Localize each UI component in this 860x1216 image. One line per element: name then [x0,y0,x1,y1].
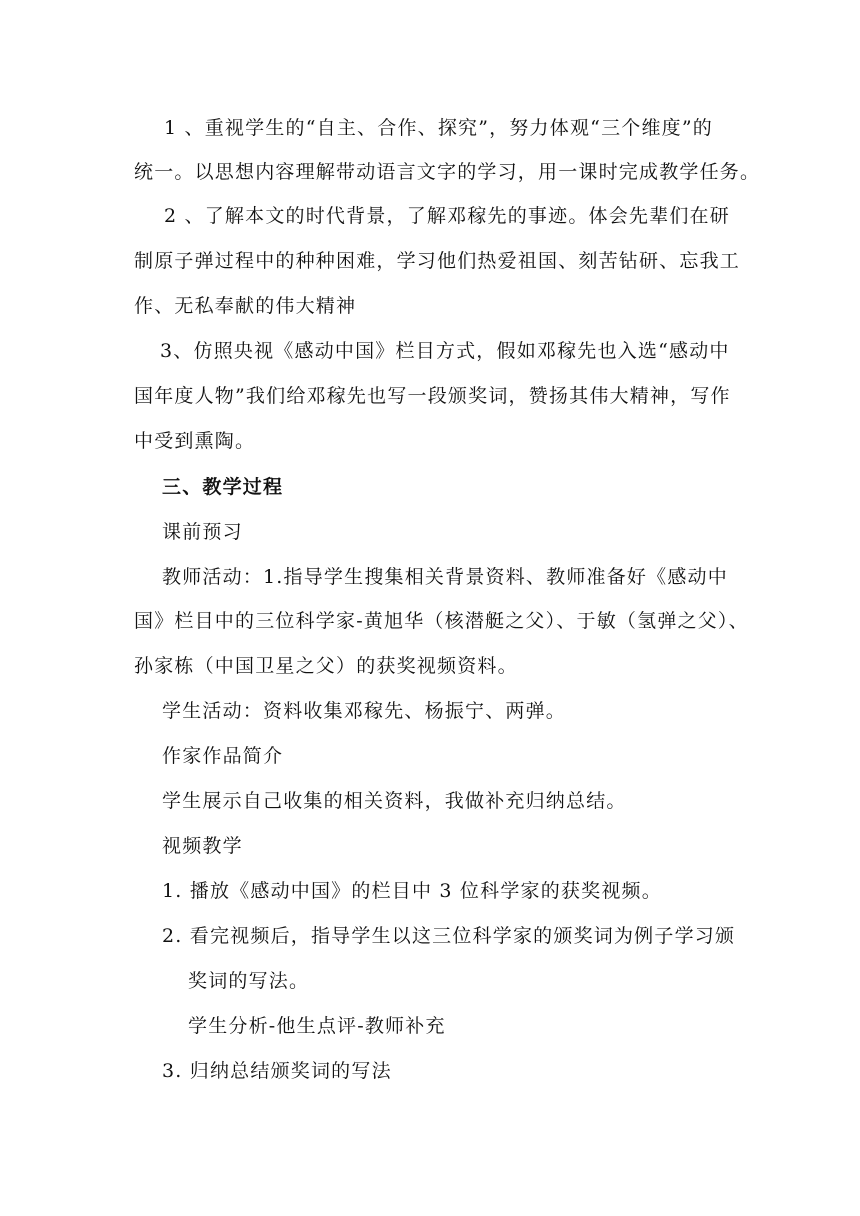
teacher-activity-line-2: 国》栏目中的三位科学家-黄旭华（核潜艇之父）、于敏（氢弹之父）、 [134,610,749,632]
teacher-activity-line-1: 教师活动：1.指导学生搜集相关背景资料、教师准备好《感动中 [162,566,728,588]
section-heading-teaching-process: 三、教学过程 [162,476,284,498]
video-step-1: 1. 播放《感动中国》的栏目中 3 位科学家的获奖视频。 [162,880,662,902]
video-step-3: 3. 归纳总结颁奖词的写法 [162,1060,392,1082]
teacher-activity-line-3: 孙家栋（中国卫星之父）的获奖视频资料。 [134,655,518,677]
author-works-line: 学生展示自己收集的相关资料，我做补充归纳总结。 [162,790,627,812]
video-step-2-line-1: 2. 看完视频后，指导学生以这三位科学家的颁奖词为例子学习颁 [162,925,736,947]
goal-2-line-1: 2 、了解本文的时代背景，了解邓稼先的事迹。体会先辈们在研 [164,205,730,227]
goal-1-line-1: 1 、重视学生的“自主、合作、探究”，努力体观“三个维度”的 [164,117,713,139]
goal-3-line-3: 中受到熏陶。 [134,430,256,452]
student-analysis-line: 学生分析-他生点评-教师补充 [188,1015,446,1037]
goal-3-line-2: 国年度人物”我们给邓稼先也写一段颁奖词，赞扬其伟大精神，写作 [134,385,731,407]
goal-2-line-2: 制原子弹过程中的种种困难，学习他们热爱祖国、刻苦钻研、忘我工 [134,250,741,272]
subheading-preview: 课前预习 [162,521,243,543]
video-step-2-line-2: 奖词的写法。 [188,970,310,992]
student-activity-line: 学生活动：资料收集邓稼先、杨振宁、两弹。 [162,700,567,722]
subheading-video-teaching: 视频教学 [162,835,243,857]
goal-2-line-3: 作、无私奉献的伟大精神 [134,295,357,317]
subheading-author-works: 作家作品简介 [162,745,284,767]
goal-3-line-1: 3、仿照央视《感动中国》栏目方式，假如邓稼先也入选“感动中 [160,340,730,362]
goal-1-line-2: 统一。以思想内容理解带动语言文字的学习，用一课时完成教学任务。 [134,161,761,183]
